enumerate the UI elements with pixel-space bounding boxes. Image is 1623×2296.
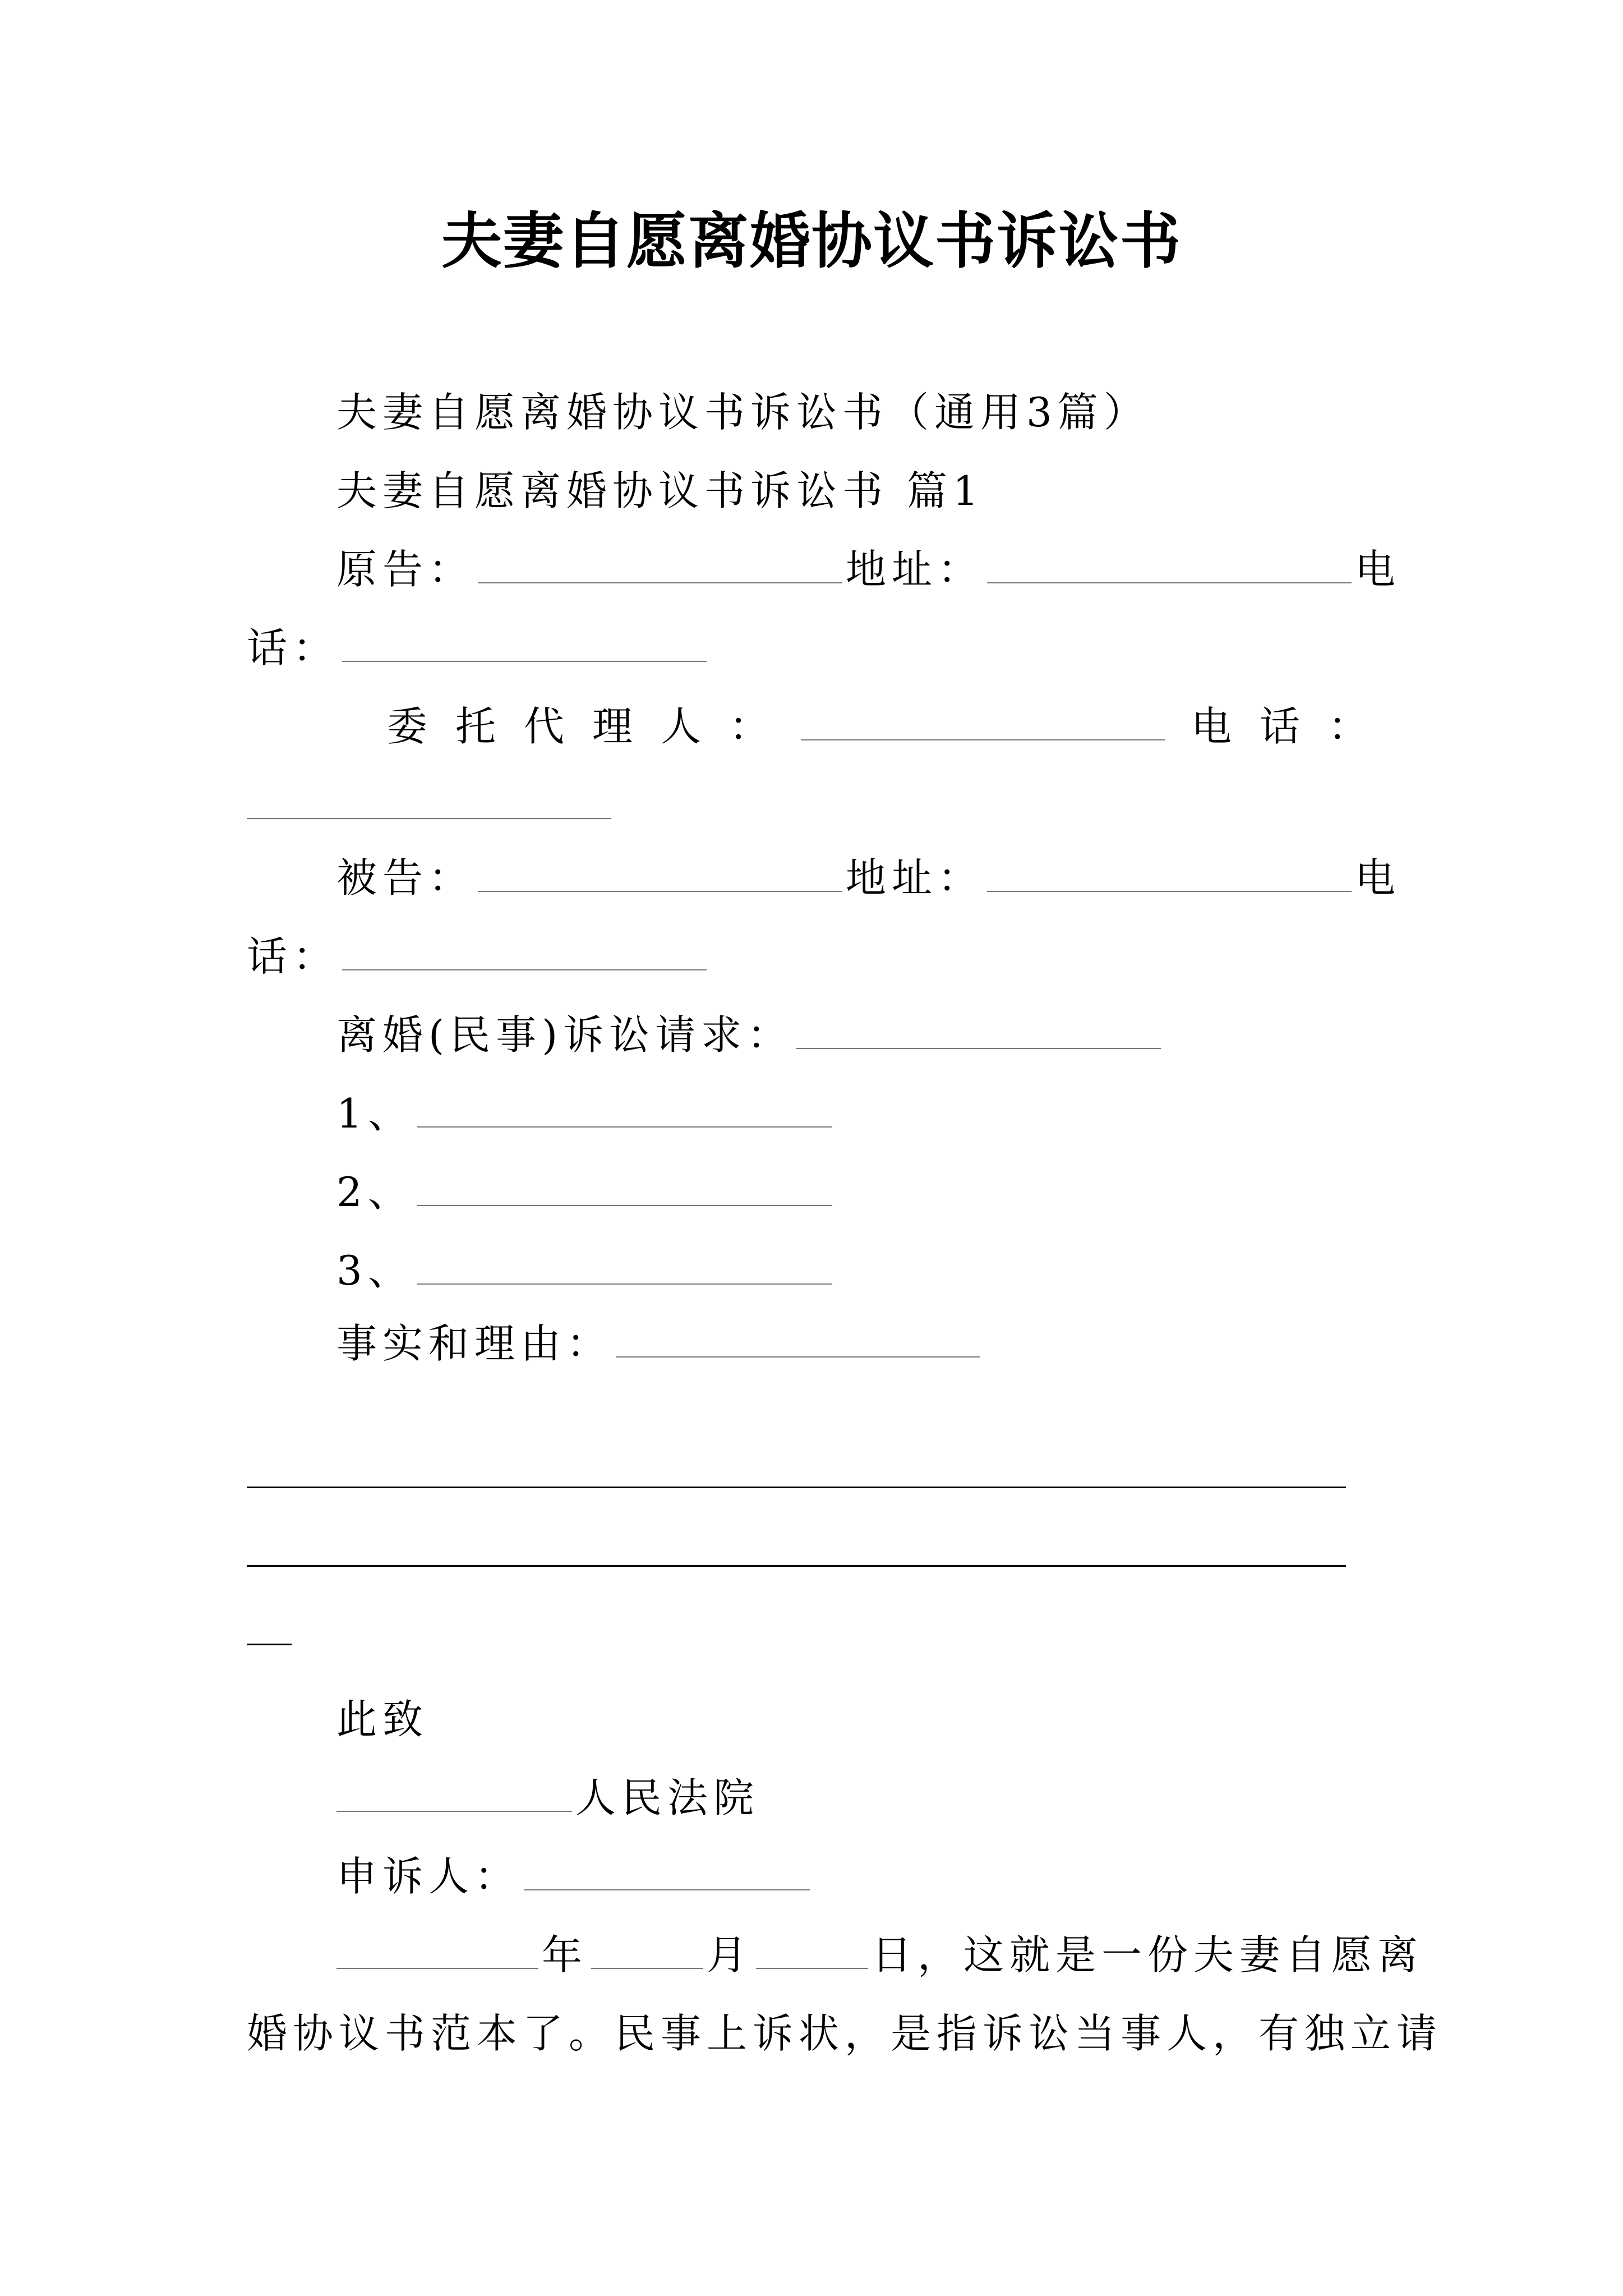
defendant-phone-label-part2: 话： [247,933,339,980]
date-year-label: 年 [542,1931,588,1978]
claim-item-2-blank[interactable] [417,1166,832,1206]
plaintiff-address-blank[interactable] [987,543,1352,583]
agent-blank[interactable] [801,700,1165,740]
agent-char-1: 委 [387,703,434,750]
appellant-line [336,1846,813,1907]
facts-blank[interactable] [616,1317,980,1358]
date-year-blank[interactable] [336,1929,538,1969]
claims-blank[interactable] [796,1009,1161,1049]
facts-rule-3[interactable] [247,1644,292,1645]
closing: 此致 [336,1696,429,1743]
defendant-phone-label-part1: 电 [1355,854,1401,901]
claim-item-3 [336,1240,836,1301]
agent-char-2: 托 [455,703,502,750]
court-blank[interactable] [336,1772,572,1812]
appellant-blank[interactable] [524,1850,810,1890]
agent-phone-char-3: ： [1327,703,1374,750]
agent-line [387,696,1374,757]
date-line [336,1924,1423,1986]
court-line [336,1767,759,1829]
claim-item-3-number: 3、 [336,1247,414,1294]
defendant-line [336,847,1401,909]
agent-char-3: 代 [524,703,570,750]
document-title: 夫妻自愿离婚协议书诉讼书 [441,206,1182,277]
facts-line [336,1313,984,1374]
agent-phone-char-2: 话 [1259,703,1306,750]
plaintiff-label: 原告： [336,546,475,593]
date-day-and-text: 日，这就是一份夫妻自愿离 [872,1931,1424,1978]
plaintiff-phone-line [247,617,710,679]
plaintiff-blank[interactable] [478,543,842,583]
agent-char-4: 理 [592,703,639,750]
agent-char-5: 人 [661,703,707,750]
appellant-label: 申诉人： [336,1853,521,1900]
date-month-blank[interactable] [591,1929,703,1969]
defendant-phone-blank[interactable] [342,930,707,970]
claim-item-1 [336,1083,836,1144]
defendant-phone-line [247,926,710,987]
claims-line [336,1004,1164,1066]
court-suffix: 人民法院 [575,1774,760,1821]
defendant-blank[interactable] [478,852,842,892]
agent-phone-blank[interactable] [247,779,611,819]
plaintiff-phone-label-part1: 电 [1355,546,1401,593]
agent-phone-line [247,774,615,836]
claim-item-2 [336,1161,836,1223]
plaintiff-line [336,539,1401,600]
date-day-blank[interactable] [756,1929,868,1969]
claims-label: 离婚(民事)诉讼请求： [336,1011,794,1059]
facts-rule-1[interactable] [247,1487,1346,1488]
facts-rule-2[interactable] [247,1565,1346,1567]
claim-item-1-blank[interactable] [417,1087,832,1128]
agent-char-6: ： [729,703,776,750]
claim-item-3-blank[interactable] [417,1244,832,1285]
subtitle: 夫妻自愿离婚协议书诉讼书（通用3篇） [336,389,1150,436]
plaintiff-address-label: 地址： [846,546,984,593]
defendant-address-blank[interactable] [987,852,1352,892]
facts-label: 事实和理由： [336,1320,613,1367]
final-line: 婚协议书范本了。民事上诉状，是指诉讼当事人，有独立请 [247,2010,1443,2057]
plaintiff-phone-blank[interactable] [342,622,707,662]
agent-phone-char-1: 电 [1191,703,1237,750]
defendant-label: 被告： [336,854,475,901]
claim-item-1-number: 1、 [336,1090,414,1137]
section-heading: 夫妻自愿离婚协议书诉讼书 篇1 [336,467,984,514]
plaintiff-phone-label-part2: 话： [247,624,339,671]
defendant-address-label: 地址： [846,854,984,901]
date-month-label: 月 [707,1931,753,1978]
claim-item-2-number: 2、 [336,1168,414,1216]
